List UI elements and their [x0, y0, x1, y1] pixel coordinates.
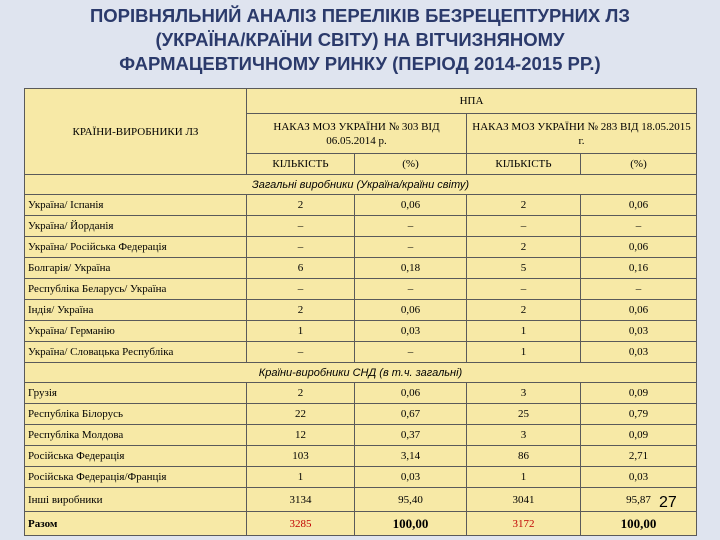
row-pct-2015: 95,87	[581, 488, 697, 512]
row-pct-2015: 0,06	[581, 237, 697, 258]
table-row	[25, 321, 697, 342]
row-country: Інші виробники	[25, 488, 247, 512]
row-country: Російська Федерація/Франція	[25, 467, 247, 488]
row-qty-2014: 3285	[247, 512, 355, 536]
row-qty-2015: 3041	[467, 488, 581, 512]
row-pct-2014: 0,06	[355, 300, 467, 321]
row-qty-2014: 3134	[247, 488, 355, 512]
header-countries: КРАЇНИ-ВИРОБНИКИ ЛЗ	[25, 89, 247, 175]
row-pct-2015: 0,09	[581, 383, 697, 404]
row-qty-2015: 1	[467, 467, 581, 488]
row-pct-2015: 0,03	[581, 342, 697, 363]
row-qty-2015: 2	[467, 195, 581, 216]
row-qty-2015: 25	[467, 404, 581, 425]
row-pct-2014: 0,06	[355, 195, 467, 216]
row-qty-2015: 2	[467, 237, 581, 258]
header-order-2015: НАКАЗ МОЗ УКРАЇНИ № 283 ВІД 18.05.2015 г.	[467, 114, 697, 154]
comparison-table	[24, 88, 697, 536]
row-qty-2014: –	[247, 237, 355, 258]
header-pct-2015: (%)	[581, 154, 697, 175]
row-pct-2014: 0,37	[355, 425, 467, 446]
header-npa: НПА	[247, 89, 697, 114]
row-qty-2014: –	[247, 342, 355, 363]
row-country: Україна/ Іспанія	[25, 195, 247, 216]
row-pct-2014: 100,00	[355, 512, 467, 536]
row-country: Республіка Беларусь/ Україна	[25, 279, 247, 300]
row-qty-2015: 1	[467, 321, 581, 342]
row-qty-2015: 3172	[467, 512, 581, 536]
section-label-cis: Країни-виробники СНД (в т.ч. загальні)	[25, 363, 697, 383]
row-qty-2014: 6	[247, 258, 355, 279]
table-row	[25, 195, 697, 216]
row-country: Республіка Молдова	[25, 425, 247, 446]
page-title	[0, 4, 720, 76]
row-pct-2015: 0,16	[581, 258, 697, 279]
row-pct-2014: –	[355, 279, 467, 300]
title-line-2: (УКРАЇНА/КРАЇНИ СВІТУ) НА ВІТЧИЗНЯНОМУ	[155, 29, 565, 50]
row-pct-2015: 0,79	[581, 404, 697, 425]
row-qty-2015: 3	[467, 383, 581, 404]
header-order-2014: НАКАЗ МОЗ УКРАЇНИ № 303 ВІД 06.05.2014 р.	[247, 114, 467, 154]
row-qty-2015: –	[467, 279, 581, 300]
row-country: Грузія	[25, 383, 247, 404]
table-row	[25, 446, 697, 467]
row-qty-2015: 2	[467, 300, 581, 321]
row-country: Україна/ Словацька Республіка	[25, 342, 247, 363]
row-country: Республіка Білорусь	[25, 404, 247, 425]
row-pct-2015: 0,03	[581, 467, 697, 488]
row-pct-2014: 0,06	[355, 383, 467, 404]
row-pct-2014: 0,03	[355, 321, 467, 342]
row-qty-2014: 12	[247, 425, 355, 446]
row-pct-2014: –	[355, 342, 467, 363]
row-qty-2015: –	[467, 216, 581, 237]
row-country: Російська Федерація	[25, 446, 247, 467]
table-row	[25, 383, 697, 404]
row-pct-2015: 0,09	[581, 425, 697, 446]
row-pct-2015: 0,06	[581, 195, 697, 216]
row-pct-2014: 0,18	[355, 258, 467, 279]
row-country: Україна/ Йорданія	[25, 216, 247, 237]
table-row	[25, 425, 697, 446]
table-row-total	[25, 512, 697, 536]
row-qty-2014: 2	[247, 195, 355, 216]
section-label-general: Загальні виробники (Україна/країни світу)	[25, 175, 697, 195]
row-qty-2014: 2	[247, 300, 355, 321]
row-country: Болгарія/ Україна	[25, 258, 247, 279]
row-pct-2014: 3,14	[355, 446, 467, 467]
table-row	[25, 237, 697, 258]
row-qty-2015: 3	[467, 425, 581, 446]
row-country: Разом	[25, 512, 247, 536]
title-line-3: ФАРМАЦЕВТИЧНОМУ РИНКУ (ПЕРІОД 2014-2015 РР.)	[119, 53, 601, 74]
row-country: Україна/ Германію	[25, 321, 247, 342]
header-qty-2014: КІЛЬКІСТЬ	[247, 154, 355, 175]
row-qty-2014: 1	[247, 321, 355, 342]
row-pct-2015: 2,71	[581, 446, 697, 467]
table-row	[25, 300, 697, 321]
title-line-1: ПОРІВНЯЛЬНИЙ АНАЛІЗ ПЕРЕЛІКІВ БЕЗРЕЦЕПТУРНИХ ЛЗ	[90, 5, 630, 26]
row-qty-2015: 1	[467, 342, 581, 363]
row-pct-2015: 0,06	[581, 300, 697, 321]
header-qty-2015: КІЛЬКІСТЬ	[467, 154, 581, 175]
row-pct-2014: 0,03	[355, 467, 467, 488]
table-row	[25, 342, 697, 363]
row-qty-2015: 86	[467, 446, 581, 467]
row-country: Україна/ Російська Федерація	[25, 237, 247, 258]
table-row	[25, 216, 697, 237]
row-qty-2014: 1	[247, 467, 355, 488]
table-row	[25, 467, 697, 488]
row-pct-2014: –	[355, 237, 467, 258]
row-pct-2014: –	[355, 216, 467, 237]
row-pct-2015: 0,03	[581, 321, 697, 342]
row-qty-2014: 22	[247, 404, 355, 425]
table-row	[25, 404, 697, 425]
row-qty-2014: –	[247, 216, 355, 237]
row-pct-2015: –	[581, 216, 697, 237]
table-row	[25, 258, 697, 279]
page-number: 27	[659, 494, 677, 511]
row-qty-2015: 5	[467, 258, 581, 279]
row-qty-2014: –	[247, 279, 355, 300]
row-pct-2015: 100,00	[581, 512, 697, 536]
table-row-others	[25, 488, 697, 512]
table-row	[25, 279, 697, 300]
row-country: Індія/ Україна	[25, 300, 247, 321]
row-pct-2015: –	[581, 279, 697, 300]
row-qty-2014: 103	[247, 446, 355, 467]
row-qty-2014: 2	[247, 383, 355, 404]
row-pct-2014: 95,40	[355, 488, 467, 512]
row-pct-2014: 0,67	[355, 404, 467, 425]
header-pct-2014: (%)	[355, 154, 467, 175]
